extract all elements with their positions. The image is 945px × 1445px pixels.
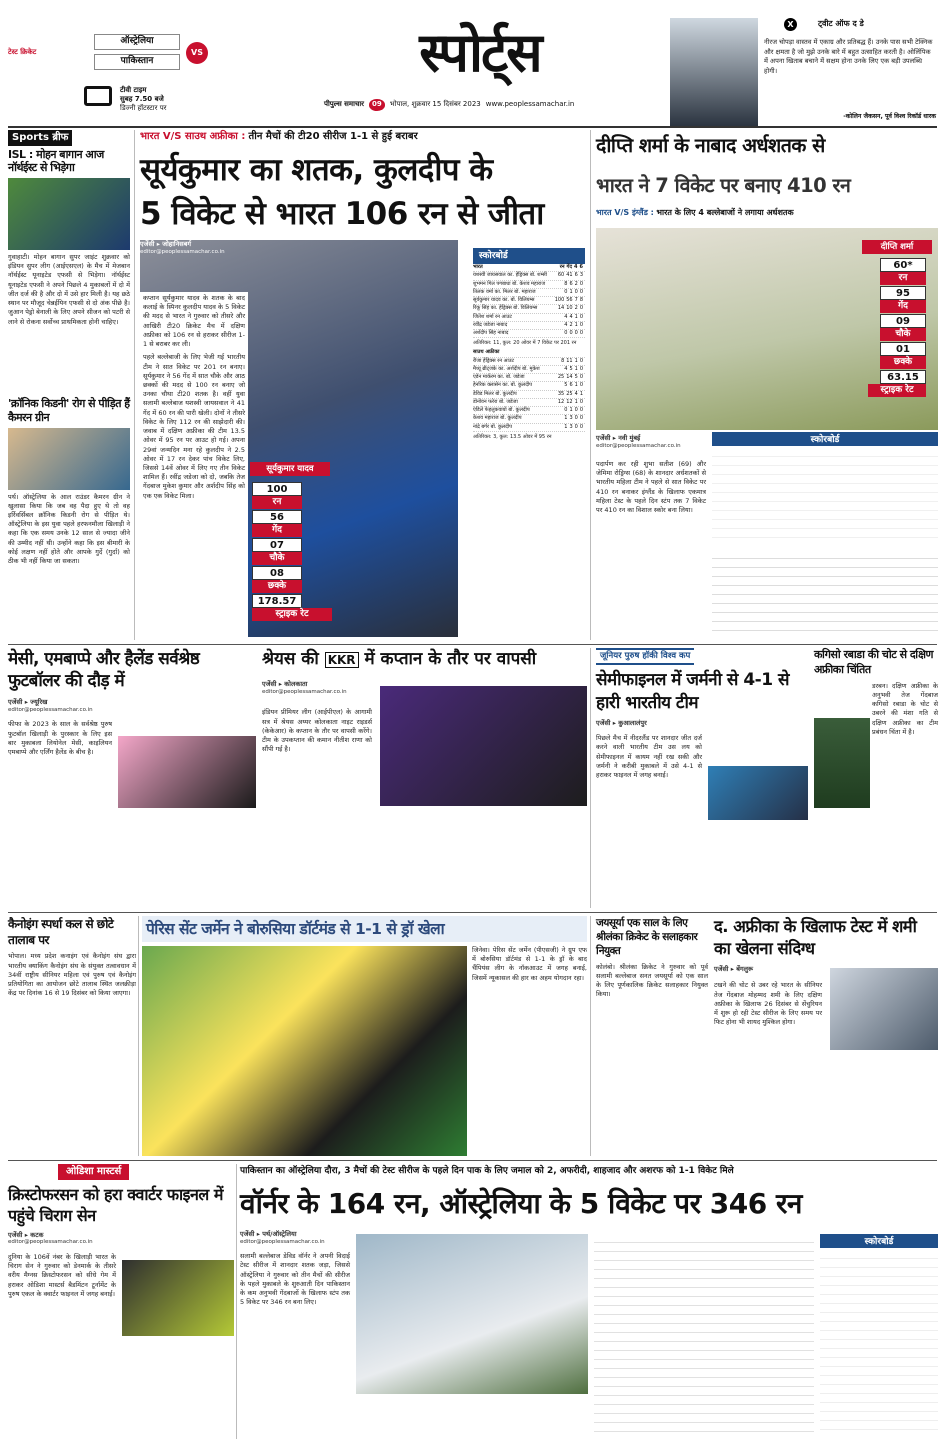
scoreboard-cell: एंडिले फेहलुकवायो बो. कुलदीप <box>473 407 530 414</box>
scoreboard-cell: 10 <box>566 305 573 312</box>
scoreboard-cell: अर्शदीप सिंह नाबाद <box>473 330 509 337</box>
scoreboard-cell: 0 <box>574 415 578 422</box>
scoreboard-cell: 7 <box>574 297 578 304</box>
sb1-rows <box>473 272 585 338</box>
tv-slot: सुबह 7.50 बजे <box>120 95 164 103</box>
paper-name: पीपुल्स समाचार <box>324 100 365 109</box>
scoreboard-cell: 8 <box>561 357 565 364</box>
lead-byline <box>140 240 260 262</box>
sb1-col: 6 <box>579 264 583 271</box>
scoreboard-cell: 0 <box>574 423 578 430</box>
scoreboard-cell: 1 <box>564 415 568 422</box>
shreyas-headline <box>262 648 587 670</box>
deepti-sr-label: स्ट्राइक रेट <box>868 384 926 397</box>
scoreboard-cell: 2 <box>574 305 578 312</box>
scoreboard-row <box>473 391 585 399</box>
warner-body: सलामी बल्लेबाज डेविड वॉर्नर ने अपनी विदाई टेस्ट सीरीज में शानदार शतक जड़ा, जिससे ऑस्ट्रेलिया ने गुरुवार को तीन मैचों की सीरीज के पहले मुकाबले के शुरुआती दिन पाकिस्तान के कम अनुभवी गेंदबाजों के खिलाफ स्टंप तक 5 विकेट पर 346 रन बना लिए। <box>240 1252 350 1307</box>
scoreboard-cell: डेविड मिलर बो. कुलदीप <box>473 390 517 397</box>
x-logo-icon: X <box>784 18 797 31</box>
deepti-sr-value: 63.15 <box>880 370 926 384</box>
brief-photo-isl <box>8 178 130 250</box>
deepti-scoreboard-body <box>712 448 938 546</box>
tv-time: टीवी टाइम <box>120 86 147 94</box>
odisha-kicker: ओडिशा मास्टर्स <box>58 1164 129 1180</box>
deepti-fours-value: 09 <box>880 314 926 328</box>
deepti-fours-label: चौके <box>880 328 926 341</box>
odisha-photo <box>122 1260 234 1336</box>
scoreboard-cell: जितेश शर्मा रन आउट <box>473 313 512 320</box>
tweet-text: नीरज चोपड़ा वास्तव में एकाग्र और प्रतिबद्ध हैं। उनके पास सभी टेक्निक और क्षमता है जो मुझे उनके बारे में बहुत उत्साहित करती है। ओलिंपिक में अपना खिताब बचाने में सक्षम होना उनके लिए एक बड़ी उपलब्धि होगी। <box>764 38 933 75</box>
scoreboard-cell: 0 <box>579 321 583 328</box>
lead-headline-1: सूर्यकुमार का शतक, कुलदीप के <box>140 152 493 188</box>
brief-photo-green <box>8 428 130 490</box>
scoreboard-cell: 2 <box>574 280 578 287</box>
kainoing-body: भोपाल। मध्य प्रदेश कनाइंग एवं कैनोइंग संघ द्वारा भारतीय क्याकिंग कैनोइंग संघ के संयुक्त तत्वावधान में 34वीं राष्ट्रीय सीनियर महिला एवं पुरुष एवं कैनोइंग प्रतियोगिता का आयोजन छोटे तालाब स्थित जलक्रीड़ा केंद्र पर दिनांक 16 से 19 दिसंबर को किया जाएगा। <box>8 952 136 998</box>
deepti-stats <box>880 258 938 428</box>
scoreboard-cell: 1 <box>569 288 573 295</box>
lead-byline-text: एजेंसी ▸ जोहानिसबर्ग <box>140 240 191 248</box>
scoreboard-cell: केशव महाराज बो. कुलदीप <box>473 415 522 422</box>
scoreboard-cell: 0 <box>579 407 583 414</box>
lead-headline-2: 5 विकेट से भारत 106 रन से जीता <box>140 196 544 232</box>
rabada-headline: कगिसो रबाडा की चोट से दक्षिण अफ्रीका चिंतित <box>814 648 933 676</box>
tv-team1: ऑस्ट्रेलिया <box>94 34 180 50</box>
scoreboard-cell: 41 <box>566 272 573 279</box>
hockey-headline: सेमीफाइनल में जर्मनी से 4-1 से हारी भारतीय टीम <box>596 670 789 714</box>
kainoing-headline: कैनोइंग स्पर्धा कल से छोटे तालाब पर <box>8 917 114 948</box>
sb1-sa-rows <box>473 358 585 432</box>
sb1-sa-header <box>473 349 585 357</box>
lead-subhead: तीन मैचों की टी20 सीरीज 1-1 से हुई बराबर <box>248 131 418 142</box>
deepti-subhead: भारत के लिए 4 बल्लेबाजों ने लगाया अर्धशतक <box>656 208 794 217</box>
stat-balls-value: 56 <box>252 510 302 524</box>
scoreboard-cell: रीजा हेंड्रिक्स रन आउट <box>473 357 515 364</box>
scoreboard-row <box>473 322 585 330</box>
masthead-strip <box>324 98 664 112</box>
scoreboard-cell: 6 <box>574 272 578 279</box>
lead-body-p2: पहले बल्लेबाजी के लिए भेजी गई भारतीय टीम ने सात विकेट पर 201 रन बनाए। सूर्यकुमार ने 56 गेंद में सात चौके और आठ छक्कों की मदद से 100 रन बनाए जो उनका चौथा टी20 शतक है। वहीं युवा सलामी बल्लेबाज यशस्वी जायसवाल ने 41 गेंद में 60 रन की पारी खेली। दोनों ने तीसरे विकेट के लिए 112 रन की साझेदारी की। जवाब में दक्षिण अफ्रीका की टीम 13.5 ओवर में 95 रन पर आउट हो गई। अपना 29वां जन्मदिन मना रहे कुलदीप ने 2.5 ओवर में 17 रन देकर पांच विकेट लिए, जिससे 14वें ओवर में लिए गए तीन विकेट शामिल हैं। रवींद्र जडेजा को दो, जबकि तेज गेंदबाज मुकेश कुमार और अर्शदीप सिंह को एक एक विकेट मिला। <box>143 353 245 500</box>
deepti-kicker-line <box>596 208 938 222</box>
scoreboard-cell: 6 <box>569 382 573 389</box>
deepti-balls-label: गेंद <box>880 300 926 313</box>
shreyas-photo <box>380 686 587 806</box>
warner-byline: एजेंसी ▸ पर्थ/ऑस्ट्रेलिया <box>240 1230 297 1238</box>
psg-headline: पेरिस सेंट जर्मेन ने बोरुसिया डॉर्टमंड से 1-1 से ड्रॉ खेला <box>142 916 587 942</box>
scoreboard-cell: रिंकू सिंह का. हेंड्रिक्स बो. विलियम्स <box>473 305 538 312</box>
deepti-sixes-label: छक्के <box>880 356 926 369</box>
scoreboard-cell: 1 <box>574 398 578 405</box>
scoreboard-cell: 4 <box>564 365 568 372</box>
hockey-photo <box>708 766 808 820</box>
scoreboard-cell: 12 <box>566 398 573 405</box>
scoreboard-cell: 1 <box>574 321 578 328</box>
rabada-body: डरबन। दक्षिण अफ्रीका के अनुभवी तेज गेंदबाज कगिसो रबाडा के चोट से उबरने की मंशा गति से दक्षिण अफ्रीका का टीम प्रबंधन चिंता में है। <box>872 681 938 736</box>
deepti-runs-value: 60* <box>880 258 926 272</box>
shami-headline: द. अफ्रीका के खिलाफ टेस्ट में शमी का खेलना संदिग्ध <box>714 917 917 959</box>
dateline: भोपाल, शुक्रवार 15 दिसंबर 2023 <box>389 100 481 109</box>
scoreboard-row <box>473 382 585 390</box>
shami-body: टखने की चोट से उबर रहे भारत के सीनियर तेज गेंदबाज मोहम्मद शमी के लिए दक्षिण अफ्रीका के खिलाफ 26 दिसंबर से सेंचुरियन में शुरू हो रही टेस्ट सीरीज के लिए समय पर फिट होना भी शायद मुश्किल होगा। <box>714 981 822 1027</box>
psg-body: जिनेवा। पेरिस सेंट जर्मेन (पीएसजी) ने ग्रुप एफ में बोरुसिया डॉर्टमंड से 1-1 के ड्रॉ के बाद चैंपियंस लीग के नॉकआउट में जगह बनाई, जिसमें न्यूकासल की हार का अहम योगदान रहा। <box>472 946 587 982</box>
deepti-player-tag: दीप्ति शर्मा <box>862 240 932 254</box>
brief-badge: Sports ब्रीफ <box>8 130 72 146</box>
scoreboard-cell: 35 <box>557 390 565 397</box>
tweet-author-photo <box>670 18 758 126</box>
scoreboard-cell: 4 <box>564 321 568 328</box>
scoreboard-cell: 4 <box>574 390 578 397</box>
odisha-byline: एजेंसी ▸ कटक <box>8 1230 44 1239</box>
scoreboard-cell: 1 <box>569 407 573 414</box>
shami-photo <box>830 968 938 1050</box>
scoreboard-cell: 0 <box>564 407 568 414</box>
shami-story <box>714 916 938 1156</box>
odisha-story <box>8 1164 234 1439</box>
masthead-title: स्पोर्ट्स <box>419 21 541 84</box>
messi-email: editor@peoplessamachar.co.in <box>8 706 93 713</box>
kkr-tag: KKR <box>325 652 359 668</box>
psg-photo <box>142 946 467 1156</box>
sb1-team: भारत <box>473 264 483 271</box>
messi-headline: मेसी, एमबाप्पे और हैलेंड सर्वश्रेष्ठ फुटबॉलर की दौड़ में <box>8 649 200 692</box>
scoreboard-cell: 0 <box>574 407 578 414</box>
stat-runs-label: रन <box>252 496 302 509</box>
messi-photo <box>118 736 256 808</box>
scoreboard-cell: 100 <box>554 297 565 304</box>
deepti-kicker: भारत V/S इंग्लैंड : <box>596 208 654 217</box>
scoreboard-cell: नांद्रे बर्गर बो. कुलदीप <box>473 423 512 430</box>
kainoing-story <box>8 916 136 1156</box>
scoreboard-cell: 1 <box>574 357 578 364</box>
scoreboard-cell: 0 <box>579 305 583 312</box>
scoreboard-cell: 1 <box>574 382 578 389</box>
scoreboard-cell: 8 <box>579 297 583 304</box>
messi-byline: एजेंसी ▸ ज्यूरिख <box>8 698 48 707</box>
scoreboard-cell: 2 <box>569 321 573 328</box>
scoreboard-cell: डोनोवन फरेरा बो. जडेजा <box>473 398 518 405</box>
scoreboard-cell: 4 <box>564 313 568 320</box>
scoreboard-row <box>473 305 585 313</box>
deepti-headline-1: दीप्ति शर्मा के नाबाद अर्धशतक से <box>596 134 825 157</box>
vs-badge: VS <box>186 42 208 64</box>
scoreboard-cell: सूर्यकुमार यादव का. बो. विलियम्स <box>473 297 535 304</box>
lead-player-tag: सूर्यकुमार यादव <box>250 462 330 476</box>
scoreboard-cell: एडेन मार्करम का. बो. जडेजा <box>473 374 525 381</box>
scoreboard-cell: 0 <box>579 313 583 320</box>
tweet-label: ट्वीट ऑफ द डे <box>818 19 864 28</box>
website: www.peoplessamachar.in <box>485 100 575 109</box>
shreyas-body: इंडियन प्रीमियर लीग (आईपीएल) के आगामी सत्र में श्रेयस अय्यर कोलकाता नाइट राइडर्स (केकेआर) के कप्तान के तौर पर वापसी करेंगे। टीम के उपकप्तान की कमान नीतीश राणा को सौंपी गई है। <box>262 708 372 754</box>
warner-email: editor@peoplessamachar.co.in <box>240 1238 325 1245</box>
scoreboard-cell: यशस्वी जायसवाल का. हेंड्रिक्स बो. शम्सी <box>473 272 547 279</box>
scoreboard-cell: 0 <box>579 280 583 287</box>
srilanka-headline: जयसूर्या एक साल के लिए श्रीलंका क्रिकेट के सलाहकार नियुक्त <box>596 917 698 958</box>
scoreboard-cell: 14 <box>557 305 565 312</box>
deepti-scoreboard-title: स्कोरबोर्ड <box>712 432 938 446</box>
scoreboard-cell: 0 <box>564 288 568 295</box>
brief-headline-isl: ISL : मोहन बागान आज नॉर्थईस्ट से भिड़ेगा <box>8 147 104 175</box>
scoreboard-cell: 3 <box>569 423 573 430</box>
shreyas-head-post: में कप्तान के तौर पर वापसी <box>364 649 537 669</box>
tv-icon <box>84 86 112 106</box>
lead-kicker: भारत V/S साउथ अफ्रीका : <box>140 131 246 142</box>
scoreboard-cell: 60 <box>557 272 565 279</box>
lead-body-p1: कप्तान सूर्यकुमार यादव के शतक के बाद कलाई के स्पिनर कुलदीप यादव के 5 विकेट की मदद से भारत ने गुरुवार को तीसरे और आखिरी टी20 क्रिकेट मैच में दक्षिण अफ्रीका को 106 रन से हराकर सीरीज 1-1 से बराबर कर ली। <box>143 294 245 349</box>
odisha-body: दुनिया के 106वें नंबर के खिलाड़ी भारत के चिराग सेन ने गुरुवार को डेनमार्क के तीसरे वरीय मैग्नस क्रिस्टोफरसन को सीधे गेम में हराकर ओडिशा मास्टर्स बैडमिंटन टूर्नामेंट के पुरुष एकल के क्वार्टर फाइनल में जगह बनाई। <box>8 1252 116 1298</box>
rabada-photo <box>814 718 870 808</box>
scoreboard-cell: 25 <box>566 390 573 397</box>
tv-schedule <box>8 34 223 120</box>
srilanka-story <box>596 916 708 1156</box>
tweet-box <box>760 18 938 123</box>
sb1-sa-total: अतिरिक्त: 3, कुल: 13.5 ओवर में 95 रन <box>473 433 552 440</box>
stat-sr-label: स्ट्राइक रेट <box>252 608 332 621</box>
scoreboard-cell: 56 <box>566 297 573 304</box>
scoreboard-row <box>473 281 585 289</box>
scoreboard-cell: 4 <box>569 313 573 320</box>
sb1-col: रन <box>559 264 565 271</box>
scoreboard-cell: 12 <box>557 398 565 405</box>
deepti-body: पदार्पण कर रही शुभा सतीश (69) और जेमिमा रोड्रिग्स (68) के शानदार अर्धशतकों से भारतीय महिला टीम ने पहले से सात विकेट पर 410 रन बनाकर इंग्लैंड के खिलाफ एकमात्र महिला टेस्ट के पहले दिन स्टंप तक 7 विकेट पर 410 रन का विशाल स्कोर बना लिया। <box>596 460 706 515</box>
messi-story <box>8 648 256 908</box>
tv-label: टेस्ट क्रिकेट <box>8 48 37 56</box>
scoreboard-cell: 1 <box>574 365 578 372</box>
stat-balls-label: गेंद <box>252 524 302 537</box>
scoreboard-row <box>473 330 585 338</box>
scoreboard-cell: 1 <box>574 313 578 320</box>
hockey-byline: एजेंसी ▸ कुआलालंपुर <box>596 719 647 728</box>
scoreboard-cell: 0 <box>564 330 568 337</box>
lead-body-col1 <box>140 292 248 637</box>
scoreboard-cell: 0 <box>579 415 583 422</box>
hockey-body: पिछले मैच में नीदरलैंड पर शानदार जीत दर्ज करने वाली भारतीय टीम उस लय को सेमीफाइनल में कायम नहीं रख सकी और जर्मनी ने करीबी मुकाबले में उसे 4-1 से हराकर फाइनल में जगह बनाई। <box>596 734 702 779</box>
srilanka-body: कोलंबो। श्रीलंका क्रिकेट ने गुरुवार को पूर्व सलामी बल्लेबाज सनत जयसूर्या को एक साल के लिए पूर्णकालिक क्रिकेट सलाहकार नियुक्त किया। <box>596 962 708 999</box>
scoreboard-cell: हेनरिक क्लासेन का. बो. कुलदीप <box>473 382 533 389</box>
stat-sixes-value: 08 <box>252 566 302 580</box>
warner-photo <box>356 1234 588 1394</box>
deepti-byline <box>596 434 706 456</box>
sb1-extras: अतिरिक्त: 11, कुल: 20 ओवर में 7 विकेट पर 201 रन <box>473 340 577 347</box>
warner-scoreboard-title: स्कोरबोर्ड <box>820 1234 938 1248</box>
scoreboard-cell: 0 <box>574 288 578 295</box>
scoreboard-cell: 0 <box>579 330 583 337</box>
scoreboard-cell: 0 <box>579 374 583 381</box>
scoreboard-cell: 0 <box>579 288 583 295</box>
scoreboard-cell: 6 <box>569 280 573 287</box>
scoreboard1-title: स्कोरबोर्ड <box>473 248 585 264</box>
scoreboard-cell: 25 <box>557 374 565 381</box>
psg-story <box>142 916 587 1156</box>
scoreboard-cell: 8 <box>564 280 568 287</box>
lead-kicker-line <box>140 130 585 146</box>
rabada-story <box>814 648 938 908</box>
sb1-col: गेंद <box>566 264 573 271</box>
odisha-headline: क्रिस्टोफरसन को हरा क्वार्टर फाइनल में पहुंचे चिराग सेन <box>8 1184 223 1226</box>
sports-brief <box>8 130 130 640</box>
shami-byline: एजेंसी ▸ बेंगलुरू <box>714 964 754 973</box>
scoreboard-cell: तिलक वर्मा का. मिलर बो. महाराज <box>473 288 536 295</box>
tv-team2: पाकिस्तान <box>94 54 180 70</box>
deepti-email: editor@peoplessamachar.co.in <box>596 442 681 449</box>
scoreboard-cell: 1 <box>564 423 568 430</box>
brief-headline-green: 'क्रॉनिक किडनी' रोग से पीड़ित हैं कैमरन ग्रीन <box>8 397 130 424</box>
stat-fours-value: 07 <box>252 538 302 552</box>
messi-body: फीफा के 2023 के साल के सर्वश्रेष्ठ पुरुष फुटबॉल खिलाड़ी के पुरस्कार के लिए इस बार मुकाबला लियोनेल मेसी, काइलियन एमबाप्पे और एर्लिंग हैलेंड के बीच है। <box>8 720 112 757</box>
scoreboard-row <box>473 399 585 407</box>
brief-body-green: पर्थ। ऑस्ट्रेलिया के आल राउंडर कैमरन ग्रीन ने खुलासा किया कि जब वह पैदा हुए थे तो वह इर्रिवर्सिबल क्रॉनिक किडनी रोग से पीड़ित थे। ऑस्ट्रेलिया के इस युवा पहले हरफनमौला खिलाड़ी ने कहा कि एक समय उनके 12 साल से ज्यादा जीने की उम्मीद नहीं थी। उन्होंने कहा कि इस बीमारी के कोई लक्षण नहीं होते और आपके गुर्दे (गुर्दा) को ठीक भी नहीं किया जा सकता। <box>8 492 130 566</box>
scoreboard-cell: 5 <box>564 382 568 389</box>
shreyas-email: editor@peoplessamachar.co.in <box>262 688 347 695</box>
scoreboard-row <box>473 272 585 280</box>
tweet-author: -कोलिन जैकसन, पूर्व विश्व रिकॉर्ड धारक <box>843 113 936 120</box>
scoreboard-row <box>473 314 585 322</box>
warner-story <box>240 1164 938 1439</box>
stat-fours-label: चौके <box>252 552 302 565</box>
deepti-balls-value: 95 <box>880 286 926 300</box>
deepti-runs-label: रन <box>880 272 926 285</box>
scoreboard-india-sa <box>473 248 585 633</box>
deepti-headline-2: भारत ने 7 विकेट पर बनाए 410 रन <box>596 174 851 197</box>
stat-sixes-label: छक्के <box>252 580 302 593</box>
scoreboard-cell: 0 <box>574 330 578 337</box>
odisha-email: editor@peoplessamachar.co.in <box>8 1239 93 1246</box>
scoreboard-cell: 1 <box>579 390 583 397</box>
scoreboard-row <box>473 366 585 374</box>
shreyas-head-pre: श्रेयस की <box>262 649 319 669</box>
scoreboard-cell: 5 <box>574 374 578 381</box>
shreyas-story <box>262 648 587 908</box>
sb1-col: 4 <box>574 264 578 271</box>
scoreboard-cell: 0 <box>579 357 583 364</box>
scoreboard-cell: 0 <box>579 398 583 405</box>
scoreboard-cell: 3 <box>579 272 583 279</box>
stat-runs-value: 100 <box>252 482 302 496</box>
scoreboard-cell: मैथ्यू ब्रीट्जके का. अर्शदीप बो. मुकेश <box>473 365 540 372</box>
scoreboard-cell: 11 <box>566 357 573 364</box>
warner-strap: पाकिस्तान का ऑस्ट्रेलिया दौरा, 3 मैचों की टेस्ट सीरीज के पहले दिन पाक के लिए जमाल को 2, अफरीदी, शाहजाद और अशरफ को 1-1 विकेट मिले <box>240 1166 734 1176</box>
scoreboard-row <box>473 289 585 297</box>
page-number: 09 <box>369 99 385 110</box>
lead-player-stats <box>252 482 309 632</box>
scoreboard-cell: 0 <box>579 423 583 430</box>
scoreboard-cell: रवींद्र जडेजा नाबाद <box>473 321 508 328</box>
lead-email: editor@peoplessamachar.co.in <box>140 248 225 255</box>
shreyas-byline: एजेंसी ▸ कोलकाता <box>262 680 308 689</box>
stat-sr-value: 178.57 <box>252 594 302 608</box>
scoreboard-cell: 0 <box>579 365 583 372</box>
scoreboard-cell: 3 <box>569 415 573 422</box>
scoreboard-cell: 5 <box>569 365 573 372</box>
deepti-body-cont <box>712 550 938 638</box>
scoreboard-cell: 0 <box>579 382 583 389</box>
scoreboard-row <box>473 424 585 432</box>
scoreboard-cell: शुभमन गिल पगबाधा बो. केशव महाराज <box>473 280 546 287</box>
tv-channel: डिज्नी हॉटस्टार पर <box>120 104 167 112</box>
deepti-sixes-value: 01 <box>880 342 926 356</box>
scoreboard-cell: 0 <box>569 330 573 337</box>
hockey-story <box>596 648 808 908</box>
warner-body-cont <box>594 1234 814 1434</box>
scoreboard-row <box>473 415 585 423</box>
warner-headline: वॉर्नर के 164 रन, ऑस्ट्रेलिया के 5 विकेट पर 346 रन <box>240 1187 802 1220</box>
scoreboard-cell: 14 <box>566 374 573 381</box>
warner-scoreboard-body <box>820 1250 938 1436</box>
hockey-kicker: जूनियर पुरुष हॉकी विश्व कप <box>596 648 694 665</box>
deepti-byline-text: एजेंसी ▸ नवी मुंबई <box>596 434 641 442</box>
scoreboard-row <box>473 358 585 366</box>
sb1-sa-team: साउथ अफ्रीका <box>473 349 500 356</box>
brief-body-isl: गुवाहाटी। मोहन बागान सुपर जाइंट शुक्रवार को इंडियन सुपर लीग (आईएसएल) के मैच में मेजबान नॉर्थईस्ट यूनाइटेड एफसी से भिड़ेगा। नॉर्थईस्ट यूनाइटेड एफसी ने अपने पिछले 4 मुकाबलों में दो में जीत दर्ज की है और दो में उसे हार मिली है। यह छठे स्थान पर मौजूद चेन्नईयिन एफसी से दो अंक पीछे है। जुआन पेड्रो बेनाली के लिए अपने सीजन को पटरी से लाने से रोकना सर्वोच्च प्राथमिकता होनी चाहिए। <box>8 253 130 326</box>
